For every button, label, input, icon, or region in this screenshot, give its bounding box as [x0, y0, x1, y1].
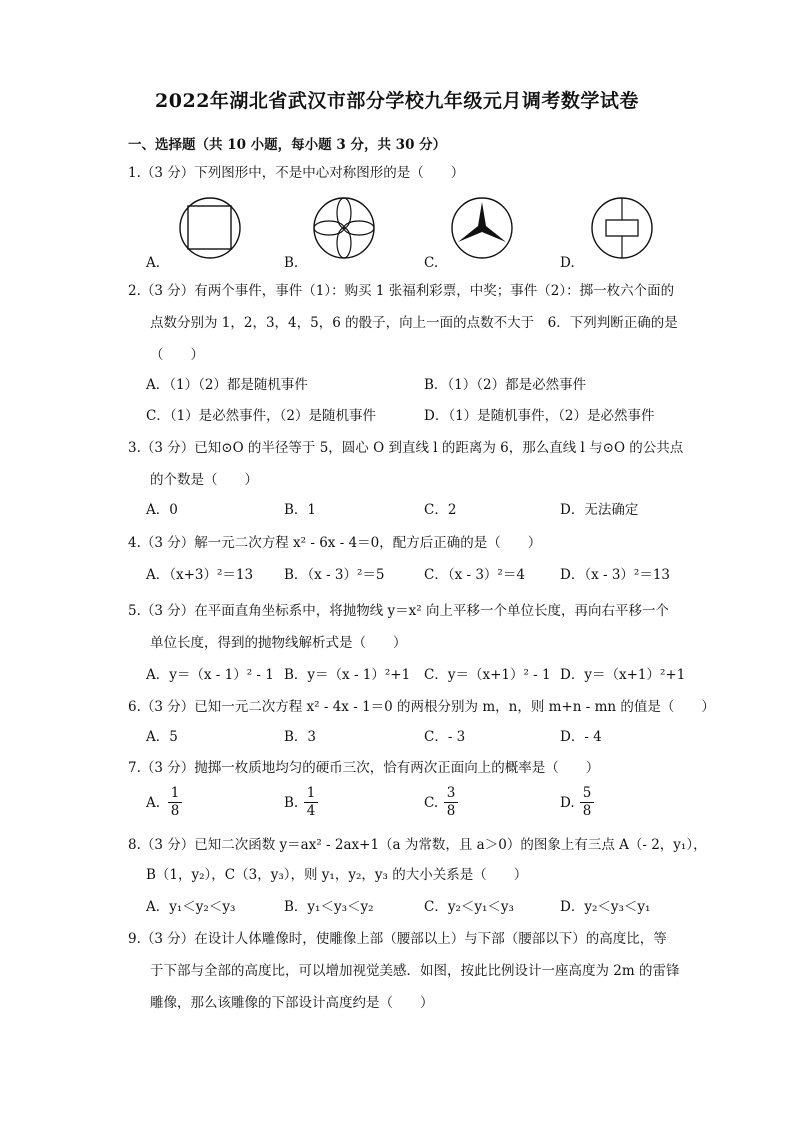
question-4-option-d: D．（x - 3）²＝13 [560, 567, 671, 583]
question-3-line-1: 3.（3 分）已知⊙O 的半径等于 5，圆心 O 到直线 l 的距离为 6，那么直线 l 与⊙O 的公共点 [128, 440, 684, 456]
question-2-line-1: 2.（3 分）有两个事件，事件（1）：购买 1 张福利彩票，中奖；事件（2）：掷一枚六个面的 [128, 283, 675, 299]
question-1-option-a: A. [146, 255, 161, 271]
question-2-line-2: 点数分别为 1，2，3，4，5，6 的骰子，向上一面的点数不大于 6．下列判断正确的是 [150, 315, 678, 331]
question-5-option-a: A．y＝（x - 1）² - 1 [146, 667, 274, 683]
question-1-option-c: C. [424, 255, 439, 271]
question-8-line-1: 8.（3 分）已知二次函数 y＝ax² - 2ax+1（a 为常数，且 a＞0）的图象上有三点 A（- 2，y₁）， [128, 837, 707, 853]
question-2-option-d: D．（1）是随机事件，（2）是必然事件 [424, 408, 655, 424]
question-7-option-a-label: A. [146, 795, 161, 811]
question-9-line-3: 雕像，那么该雕像的下部设计高度约是（ ） [150, 995, 434, 1011]
question-8-option-b: B．y₁＜y₃＜y₂ [284, 899, 374, 915]
question-6-stem: 6.（3 分）已知一元二次方程 x² - 4x - 1＝0 的两根分别为 m，n，则 m+n - mn 的值是（ ） [128, 699, 715, 715]
question-7-option-c-label: C. [424, 795, 439, 811]
question-4-option-a: A．（x+3）²＝13 [146, 567, 254, 583]
figure-b-circle-petals [308, 196, 380, 260]
fraction-numerator: 1 [170, 785, 180, 801]
fraction-denominator: 8 [446, 803, 456, 819]
question-5-option-c: C．y＝（x+1）² - 1 [424, 667, 551, 683]
fraction-numerator: 1 [306, 785, 316, 801]
question-8-option-a: A．y₁＜y₂＜y₃ [146, 899, 236, 915]
question-1-option-b: B. [284, 255, 299, 271]
question-4-stem: 4.（3 分）解一元二次方程 x² - 6x - 4＝0，配方后正确的是（ ） [128, 535, 542, 551]
fraction-denominator: 8 [170, 803, 180, 819]
question-6-option-a: A．5 [146, 729, 178, 745]
figure-d-circle-rectangle [586, 196, 658, 260]
question-8-option-d: D．y₂＜y₃＜y₁ [560, 899, 651, 915]
question-7-option-d-fraction [580, 786, 594, 819]
figure-c-circle-tristar [446, 196, 518, 260]
question-5-option-d: D．y＝（x+1）²+1 [560, 667, 686, 683]
question-7-option-b-fraction [304, 786, 318, 819]
question-7-stem: 7.（3 分）抛掷一枚质地均匀的硬币三次，恰有两次正面向上的概率是（ ） [128, 760, 600, 776]
question-9-line-1: 9.（3 分）在设计人体雕像时，使雕像上部（腰部以上）与下部（腰部以下）的高度比，等 [128, 931, 667, 947]
page-title: 2022年湖北省武汉市部分学校九年级元月调考数学试卷 [155, 90, 639, 112]
question-3-option-b: B．1 [284, 502, 317, 518]
question-5-line-2: 单位长度，得到的抛物线解析式是（ ） [150, 635, 407, 651]
question-1-stem: 1.（3 分）下列图形中，不是中心对称图形的是（ ） [128, 165, 465, 181]
question-5-option-b: B．y＝（x - 1）²+1 [284, 667, 411, 683]
question-1-option-d: D. [560, 255, 575, 271]
question-3-line-2: 的个数是（ ） [150, 472, 258, 488]
question-7-option-c-fraction [444, 786, 458, 819]
question-2-line-3: （ ） [150, 347, 204, 363]
question-3-option-d: D．无法确定 [560, 502, 639, 518]
figure-a-circle-square [174, 196, 246, 260]
fraction-denominator: 4 [306, 803, 316, 819]
question-9-line-2: 于下部与全部的高度比，可以增加视觉美感．如图，按此比例设计一座高度为 2m 的雷锋 [150, 963, 680, 979]
question-3-option-a: A．0 [146, 502, 178, 518]
question-5-line-1: 5.（3 分）在平面直角坐标系中，将抛物线 y＝x² 向上平移一个单位长度，再向右平移一个 [128, 603, 669, 619]
question-6-option-c: C．- 3 [424, 729, 466, 745]
fraction-numerator: 3 [446, 785, 456, 801]
question-6-option-d: D．- 4 [560, 729, 602, 745]
question-2-option-b: B．（1）（2）都是必然事件 [424, 377, 587, 393]
question-4-option-c: C．（x - 3）²＝4 [424, 567, 525, 583]
question-8-option-c: C．y₂＜y₁＜y₃ [424, 899, 514, 915]
question-2-option-c: C．（1）是必然事件，（2）是随机事件 [146, 408, 377, 424]
question-4-option-b: B．（x - 3）²＝5 [284, 567, 385, 583]
question-2-option-a: A．（1）（2）都是随机事件 [146, 377, 308, 393]
fraction-numerator: 5 [582, 785, 592, 801]
section-heading: 一、选择题（共 10 小题，每小题 3 分，共 30 分） [128, 137, 447, 153]
question-7-option-d-label: D. [560, 795, 575, 811]
question-7-option-a-fraction [168, 786, 182, 819]
fraction-denominator: 8 [582, 803, 592, 819]
question-8-line-2: B（1，y₂），C（3，y₃），则 y₁，y₂，y₃ 的大小关系是（ ） [146, 867, 528, 883]
question-6-option-b: B．3 [284, 729, 317, 745]
question-3-option-c: C．2 [424, 502, 457, 518]
question-7-option-b-label: B. [284, 795, 299, 811]
